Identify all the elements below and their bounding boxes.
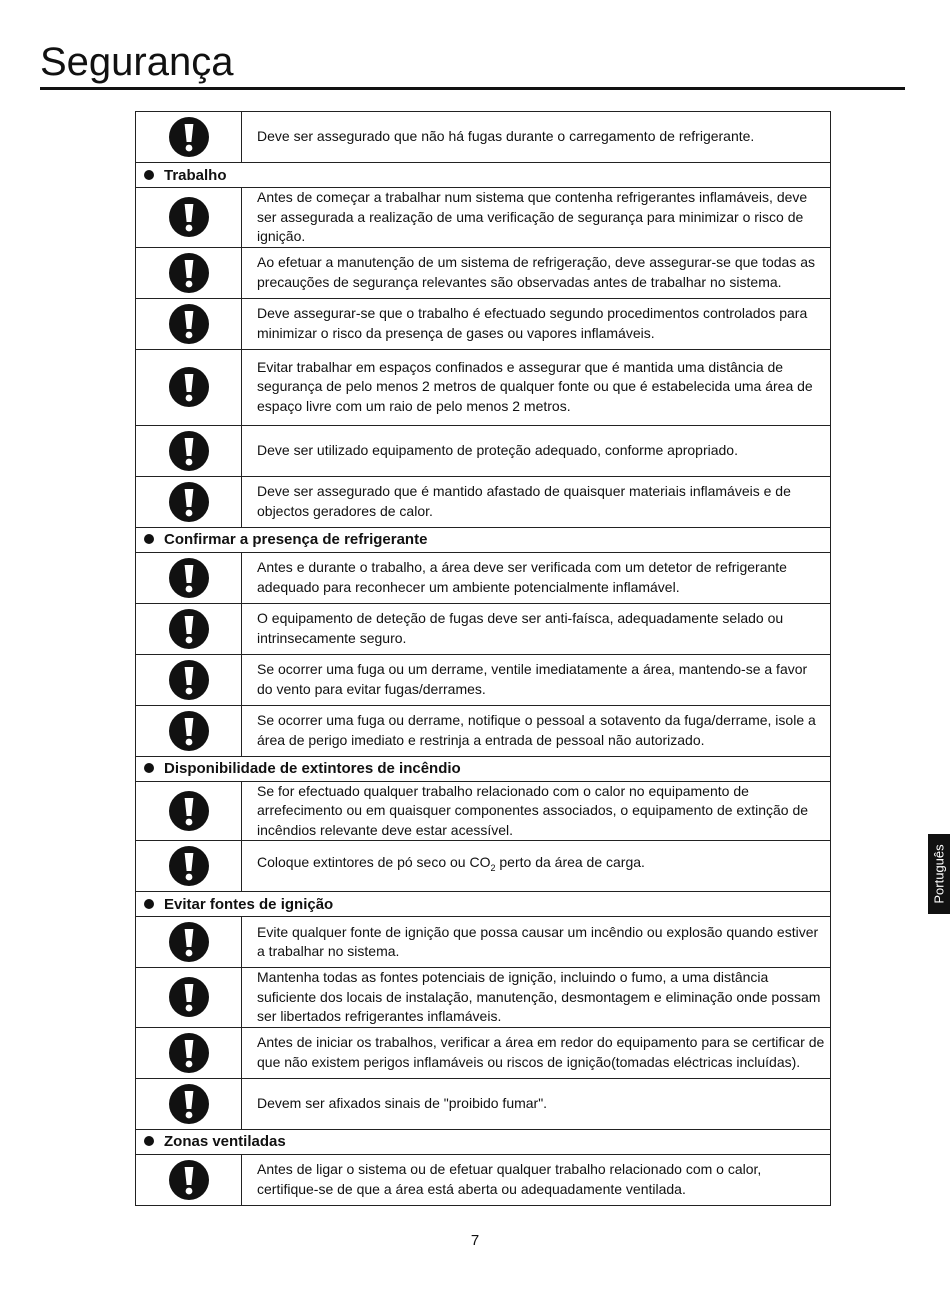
exclamation-circle-icon: [136, 252, 241, 294]
subscript: 2: [490, 863, 496, 874]
exclamation-circle-icon: [136, 557, 241, 599]
table-row: [136, 654, 831, 705]
safety-table: [135, 111, 831, 1206]
instruction-text-part: Coloque extintores de pó seco ou CO: [257, 854, 491, 871]
icon-cell: [136, 968, 242, 1028]
instruction-text: Deve ser utilizado equipamento de proteção adequado, conforme apropriado.: [242, 425, 831, 476]
page-title: Segurança: [40, 40, 234, 84]
section-title: Confirmar a presença de refrigerante: [164, 531, 428, 548]
instruction-text: Mantenha todas as fontes potenciais de ignição, incluindo o fumo, a uma distância suficiente dos locais de instalação, manutenção, desmontagem e eliminação onde possam ser libertados refrigerantes inflamáveis.: [242, 968, 831, 1028]
instruction-text: Antes de iniciar os trabalhos, verificar a área em redor do equipamento para se certificar de que não existem perigos inflamáveis ou riscos de ignição(tomadas eléctricas incluídas).: [242, 1027, 831, 1078]
instruction-text: O equipamento de deteção de fugas deve ser anti-faísca, adequadamente selado ou intrinsecamente seguro.: [242, 603, 831, 654]
table-row: [136, 603, 831, 654]
exclamation-circle-icon: [136, 710, 241, 752]
section-header: [136, 527, 831, 552]
bullet-icon: [144, 534, 154, 544]
section-header-row: [136, 892, 831, 917]
table-row: [136, 552, 831, 603]
exclamation-circle-icon: [136, 303, 241, 345]
section-header-row: [136, 1129, 831, 1154]
table-row: [136, 425, 831, 476]
section-header: [136, 163, 831, 188]
instruction-text: Deve assegurar-se que o trabalho é efectuado segundo procedimentos controlados para minimizar o risco da presença de gases ou vapores inflamáveis.: [242, 298, 831, 349]
icon-cell: [136, 917, 242, 968]
exclamation-circle-icon: [136, 1159, 241, 1201]
page-number: 7: [470, 1232, 480, 1249]
icon-cell: [136, 298, 242, 349]
bullet-icon: [144, 763, 154, 773]
instruction-text: Deve ser assegurado que não há fugas durante o carregamento de refrigerante.: [242, 112, 831, 163]
instruction-text: Deve ser assegurado que é mantido afastado de quaisquer materiais inflamáveis e de objectos geradores de calor.: [242, 476, 831, 527]
section-header: [136, 1129, 831, 1154]
icon-cell: [136, 1078, 242, 1129]
icon-cell: [136, 654, 242, 705]
instruction-text: Antes de começar a trabalhar num sistema que contenha refrigerantes inflamáveis, deve ser assegurada a realização de uma verificação de segurança para minimizar o risco de ignição.: [242, 188, 831, 248]
icon-cell: [136, 1154, 242, 1205]
language-tab-label: Português: [931, 844, 947, 904]
table-row: [136, 247, 831, 298]
language-tab: [928, 834, 950, 914]
table-row: [136, 705, 831, 756]
table-row: [136, 1154, 831, 1205]
exclamation-circle-icon: [136, 659, 241, 701]
exclamation-circle-icon: [136, 366, 241, 408]
icon-cell: [136, 781, 242, 841]
table-row: [136, 781, 831, 841]
instruction-text-part: perto da área de carga.: [495, 854, 645, 871]
instruction-text: Antes e durante o trabalho, a área deve ser verificada com um detetor de refrigerante adequado para reconhecer um ambiente potencialmente inflamável.: [242, 552, 831, 603]
instruction-text: Ao efetuar a manutenção de um sistema de refrigeração, deve assegurar-se que todas as precauções de segurança relevantes são observadas antes de trabalhar no sistema.: [242, 247, 831, 298]
section-header-row: [136, 527, 831, 552]
bullet-icon: [144, 170, 154, 180]
table-row: [136, 349, 831, 425]
exclamation-circle-icon: [136, 845, 241, 887]
icon-cell: [136, 112, 242, 163]
section-title: Disponibilidade de extintores de incêndio: [164, 760, 461, 777]
table-row: [136, 188, 831, 248]
section-title: Zonas ventiladas: [164, 1133, 286, 1150]
icon-cell: [136, 705, 242, 756]
instruction-text: Antes de ligar o sistema ou de efetuar qualquer trabalho relacionado com o calor, certifique-se de que a área está aberta ou adequadamente ventilada.: [242, 1154, 831, 1205]
exclamation-circle-icon: [136, 1032, 241, 1074]
table-row: [136, 476, 831, 527]
section-header: [136, 892, 831, 917]
instruction-text: Evitar trabalhar em espaços confinados e assegurar que é mantida uma distância de segurança de pelo menos 2 metros de qualquer fonte ou que é estabelecida uma área de espaço livre com um raio de pelo menos 2 metros.: [242, 349, 831, 425]
table-row: [136, 112, 831, 163]
instruction-text: Se ocorrer uma fuga ou derrame, notifique o pessoal a sotavento da fuga/derrame, isole a área de perigo imediato e restrinja a entrada de pessoal não autorizado.: [242, 705, 831, 756]
instruction-text: Se for efectuado qualquer trabalho relacionado com o calor no equipamento de arrefecimento ou em quaisquer componentes associados, o equipamento de extinção de incêndios relevante deve estar acessível.: [242, 781, 831, 841]
exclamation-circle-icon: [136, 481, 241, 523]
table-row: [136, 968, 831, 1028]
instruction-text: Se ocorrer uma fuga ou um derrame, ventile imediatamente a área, mantendo-se a favor do vento para evitar fugas/derrames.: [242, 654, 831, 705]
table-row: [136, 1027, 831, 1078]
instruction-text: [242, 841, 831, 892]
icon-cell: [136, 349, 242, 425]
section-header-row: [136, 756, 831, 781]
table-row: [136, 841, 831, 892]
title-divider: [40, 87, 905, 90]
icon-cell: [136, 1027, 242, 1078]
section-title: Trabalho: [164, 166, 227, 184]
exclamation-circle-icon: [136, 790, 241, 832]
table-row: [136, 298, 831, 349]
icon-cell: [136, 841, 242, 892]
section-title: Evitar fontes de ignição: [164, 895, 334, 913]
bullet-icon: [144, 899, 154, 909]
exclamation-circle-icon: [136, 116, 241, 158]
exclamation-circle-icon: [136, 608, 241, 650]
icon-cell: [136, 188, 242, 248]
exclamation-circle-icon: [136, 1083, 241, 1125]
section-header-row: [136, 163, 831, 188]
exclamation-circle-icon: [136, 921, 241, 963]
instruction-text: Devem ser afixados sinais de "proibido fumar".: [242, 1078, 831, 1129]
icon-cell: [136, 552, 242, 603]
exclamation-circle-icon: [136, 976, 241, 1018]
icon-cell: [136, 476, 242, 527]
icon-cell: [136, 247, 242, 298]
section-header: [136, 756, 831, 781]
exclamation-circle-icon: [136, 196, 241, 238]
table-row: [136, 1078, 831, 1129]
icon-cell: [136, 603, 242, 654]
instruction-text: Evite qualquer fonte de ignição que possa causar um incêndio ou explosão quando estiver a trabalhar no sistema.: [242, 917, 831, 968]
bullet-icon: [144, 1136, 154, 1146]
exclamation-circle-icon: [136, 430, 241, 472]
table-row: [136, 917, 831, 968]
icon-cell: [136, 425, 242, 476]
